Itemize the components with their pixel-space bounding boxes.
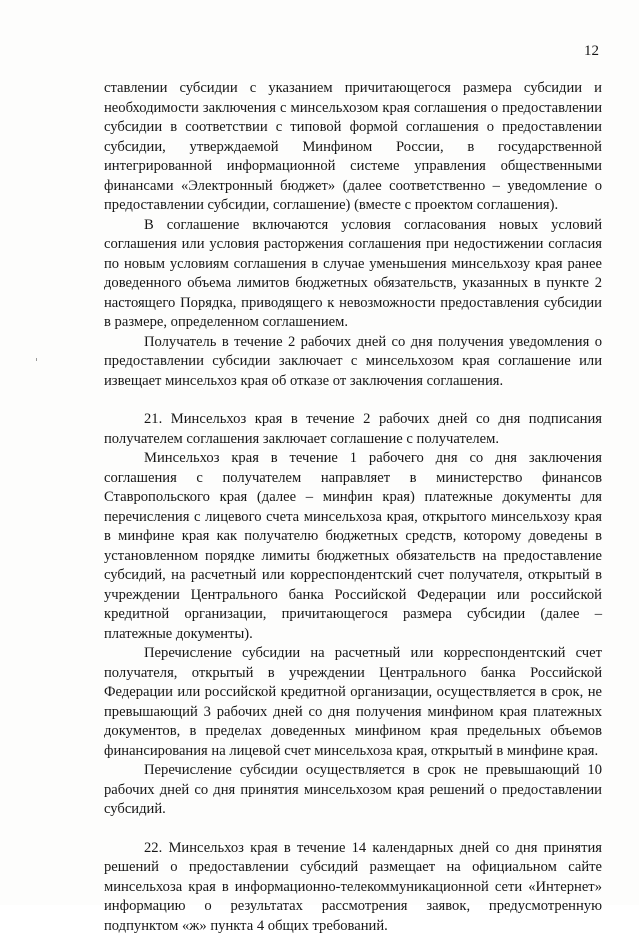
paragraph-payment-documents: Минсельхоз края в течение 1 рабочего дня со дня заключения соглашения с получателем направляет в министерство финансов Ставропольского края (далее – минфин края) платежные документы для перечисления с лицевого счета минсельхоза края, открытого минсельхозу края в минфине края как получателю бюджетных средств, которому доведены в установленном порядке лимиты бюджетных обязательств на предоставление субсидий, на расчетный или корреспондентский счет получателя, открытый в учреждении Центрального банка Российской Федерации или российской кредитной организации, причитающегося размера субсидии (далее – платежные документы). <box>104 449 602 644</box>
page-number: 12 <box>584 42 599 60</box>
section-gap <box>104 820 602 839</box>
scan-mark <box>36 358 37 361</box>
paragraph-transfer-terms: Перечисление субсидии на расчетный или корреспондентский счет получателя, открытый в учреждении Центрального банка Российской Федерации или российской кредитной организации, осуществляется в срок, не превышающий 3 рабочих дней со дня получения минфином края платежных документов, в пределах доведенных минфином края предельных объемов финансирования на лицевой счет минсельхоза края, открытый в минфине края. <box>104 644 602 761</box>
paragraph-clause-22: 22. Минсельхоз края в течение 14 календарных дней со дня принятия решений о предоставлении субсидий размещает на официальном сайте минсельхоза края в информационно-телекоммуникационной сети «Интернет» информацию о результатах рассмотрения заявок, предусмотренную подпунктом «ж» пункта 4 общих требований. <box>104 839 602 936</box>
paragraph-agreement-conditions: В соглашение включаются условия согласования новых условий соглашения или условия расторжения соглашения при недостижении согласия по новым условиям соглашения в случае уменьшения минсельхозу края ранее доведенного объема лимитов бюджетных обязательств, указанных в пункте 2 настоящего Порядка, приводящего к невозможности предоставления субсидии в размере, определенном соглашением. <box>104 216 602 333</box>
paragraph-clause-21: 21. Минсельхоз края в течение 2 рабочих дней со дня подписания получателем соглашения заключает соглашение с получателем. <box>104 410 602 449</box>
document-body <box>104 79 602 936</box>
paragraph-continuation: ставлении субсидии с указанием причитающегося размера субсидии и необходимости заключения с минсельхозом края соглашения о предоставлении субсидии в соответствии с типовой формой соглашения о предоставлении субсидии, утверждаемой Минфином России, в государственной интегрированной информационной системе управления общественными финансами «Электронный бюджет» (далее соответственно – уведомление о предоставлении субсидии, соглашение) (вместе с проектом соглашения). <box>104 79 602 216</box>
paragraph-recipient-agreement: Получатель в течение 2 рабочих дней со дня получения уведомления о предоставлении субсидии заключает с минсельхозом края соглашение или извещает минсельхоз края об отказе от заключения соглашения. <box>104 333 602 392</box>
section-gap <box>104 391 602 410</box>
paragraph-transfer-deadline: Перечисление субсидии осуществляется в срок не превышающий 10 рабочих дней со дня принятия минсельхозом края решений о предоставлении субсидий. <box>104 761 602 820</box>
